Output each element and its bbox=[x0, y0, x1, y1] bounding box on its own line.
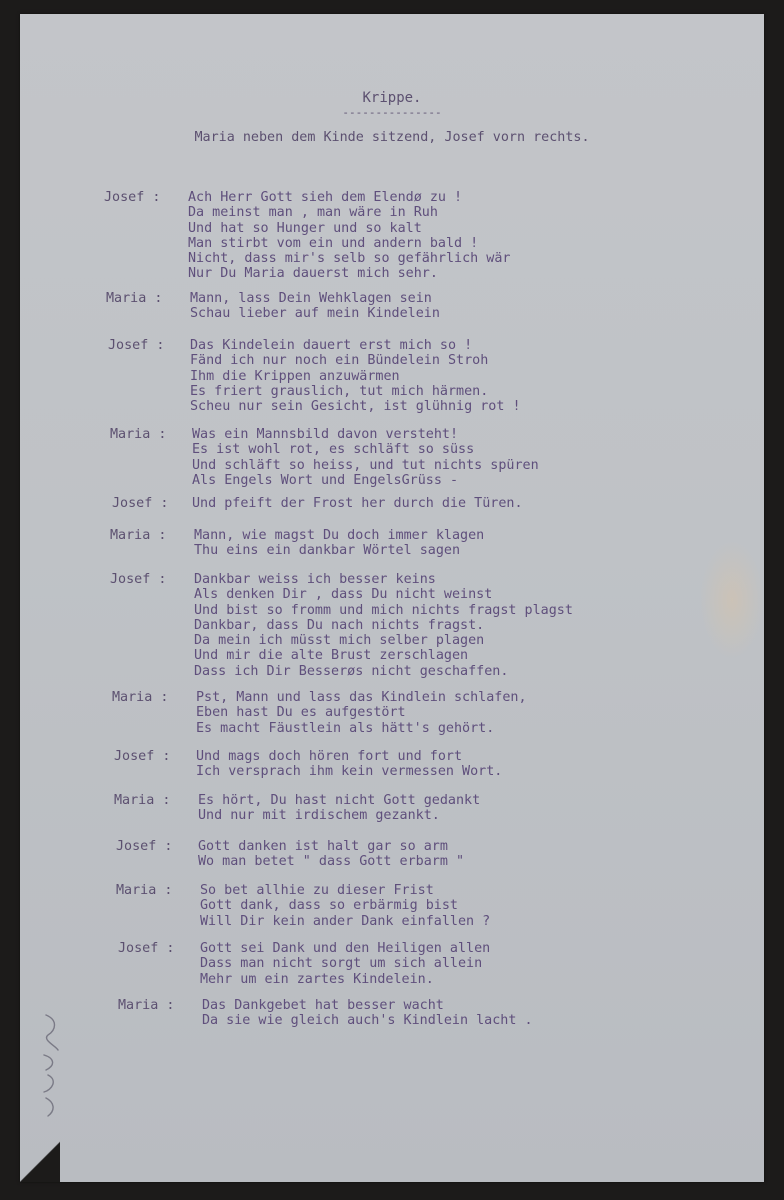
verse-line: Und bist so fromm und mich nichts fragst plagst bbox=[194, 602, 573, 618]
speaker-name: Josef : bbox=[108, 338, 165, 353]
verse-line: Man stirbt vom ein und andern bald ! bbox=[188, 235, 479, 251]
verse-line: Es macht Fäustlein als hätt's gehört. bbox=[196, 720, 495, 736]
speech-lines bbox=[198, 793, 480, 824]
verse-line: Und schläft so heiss, und tut nichts spüren bbox=[192, 457, 539, 473]
speaker-name: Josef : bbox=[112, 496, 169, 511]
speaker-name: Josef : bbox=[110, 572, 167, 587]
speech-lines bbox=[200, 883, 490, 929]
speech-lines bbox=[190, 291, 440, 322]
verse-line: Dankbar, dass Du nach nichts fragst. bbox=[194, 617, 485, 633]
verse-line: Es friert grauslich, tut mich härmen. bbox=[190, 383, 489, 399]
speech-lines bbox=[192, 496, 523, 511]
speaker-name: Josef : bbox=[116, 839, 173, 854]
verse-line: Und pfeift der Frost her durch die Türen. bbox=[192, 496, 523, 511]
verse-line: Da sie wie gleich auch's Kindlein lacht . bbox=[202, 1013, 533, 1029]
torn-corner bbox=[20, 1140, 60, 1182]
verse-line: Thu eins ein dankbar Wörtel sagen bbox=[194, 543, 461, 559]
verse-line: Und mir die alte Brust zerschlagen bbox=[194, 648, 469, 664]
speech-lines bbox=[198, 839, 464, 870]
speaker-name: Maria : bbox=[110, 427, 167, 442]
verse-line: Dass man nicht sorgt um sich allein bbox=[200, 956, 483, 972]
speech-lines bbox=[194, 528, 484, 559]
verse-line: Fänd ich nur noch ein Bündelein Stroh bbox=[190, 353, 489, 369]
speech-lines bbox=[194, 572, 573, 679]
speech-lines bbox=[190, 338, 521, 414]
verse-line: Nicht, dass mir's selb so gefährlich wär bbox=[188, 251, 511, 267]
verse-line: Wo man betet " dass Gott erbarm " bbox=[198, 854, 465, 870]
stage-direction: Maria neben dem Kinde sitzend, Josef vorn rechts. bbox=[194, 130, 590, 145]
pencil-archive-number bbox=[38, 1010, 68, 1120]
speaker-name: Maria : bbox=[110, 528, 167, 543]
speaker-name: Maria : bbox=[118, 998, 175, 1013]
verse-line: Nur Du Maria dauerst mich sehr. bbox=[188, 266, 438, 282]
verse-line: Eben hast Du es aufgestört bbox=[196, 705, 406, 721]
verse-line: Schau lieber auf mein Kindelein bbox=[190, 306, 440, 322]
verse-line: Ach Herr Gott sieh dem Elendø zu ! bbox=[188, 190, 463, 205]
verse-line: Das Kindelein dauert erst mich so ! bbox=[190, 338, 473, 353]
verse-line: Es hört, Du hast nicht Gott gedankt bbox=[198, 793, 481, 808]
speech-lines bbox=[200, 941, 490, 987]
verse-line: Da meinst man , man wäre in Ruh bbox=[188, 205, 438, 221]
speaker-name: Josef : bbox=[118, 941, 175, 956]
verse-line: Als denken Dir , dass Du nicht weinst bbox=[194, 587, 493, 603]
verse-line: Gott sei Dank und den Heiligen allen bbox=[200, 941, 491, 956]
verse-line: Als Engels Wort und EngelsGrüss - bbox=[192, 472, 459, 488]
verse-line: Und nur mit irdischem gezankt. bbox=[198, 808, 440, 824]
verse-line: Will Dir kein ander Dank einfallen ? bbox=[200, 913, 491, 929]
verse-line: Mann, lass Dein Wehklagen sein bbox=[190, 291, 432, 306]
verse-line: Und hat so Hunger und so kalt bbox=[188, 220, 422, 236]
verse-line: Dankbar weiss ich besser keins bbox=[194, 572, 436, 587]
verse-line: Das Dankgebet hat besser wacht bbox=[202, 998, 444, 1013]
verse-line: So bet allhie zu dieser Frist bbox=[200, 883, 434, 898]
paper-stain bbox=[700, 540, 764, 660]
verse-line: Gott dank, dass so erbärmig bist bbox=[200, 898, 458, 914]
verse-line: Dass ich Dir Besserøs nicht geschaffen. bbox=[194, 663, 509, 679]
speaker-name: Maria : bbox=[116, 883, 173, 898]
speaker-name: Maria : bbox=[112, 690, 169, 705]
verse-line: Mehr um ein zartes Kindelein. bbox=[200, 971, 434, 987]
verse-line: Mann, wie magst Du doch immer klagen bbox=[194, 528, 485, 543]
speech-lines bbox=[196, 690, 527, 736]
speaker-name: Josef : bbox=[114, 749, 171, 764]
verse-line: Was ein Mannsbild davon versteht! bbox=[192, 427, 459, 442]
speech-lines bbox=[192, 427, 539, 488]
title-underline: --------------- bbox=[342, 106, 442, 119]
verse-line: Es ist wohl rot, es schläft so süss bbox=[192, 442, 475, 458]
verse-line: Ich versprach ihm kein vermessen Wort. bbox=[196, 764, 503, 780]
verse-line: Ihm die Krippen anzuwärmen bbox=[190, 368, 400, 384]
speaker-name: Maria : bbox=[114, 793, 171, 808]
document-title: Krippe. bbox=[362, 90, 422, 106]
speech-lines bbox=[188, 190, 510, 282]
speaker-name: Maria : bbox=[106, 291, 163, 306]
verse-line: Gott danken ist halt gar so arm bbox=[198, 839, 448, 854]
verse-line: Scheu nur sein Gesicht, ist glühnig rot ! bbox=[190, 399, 521, 415]
verse-line: Pst, Mann und lass das Kindlein schlafen, bbox=[196, 690, 527, 705]
speech-lines bbox=[196, 749, 502, 780]
verse-line: Und mags doch hören fort und fort bbox=[196, 749, 463, 764]
verse-line: Da mein ich müsst mich selber plagen bbox=[194, 633, 485, 649]
speaker-name: Josef : bbox=[104, 190, 161, 205]
speech-lines bbox=[202, 998, 533, 1029]
